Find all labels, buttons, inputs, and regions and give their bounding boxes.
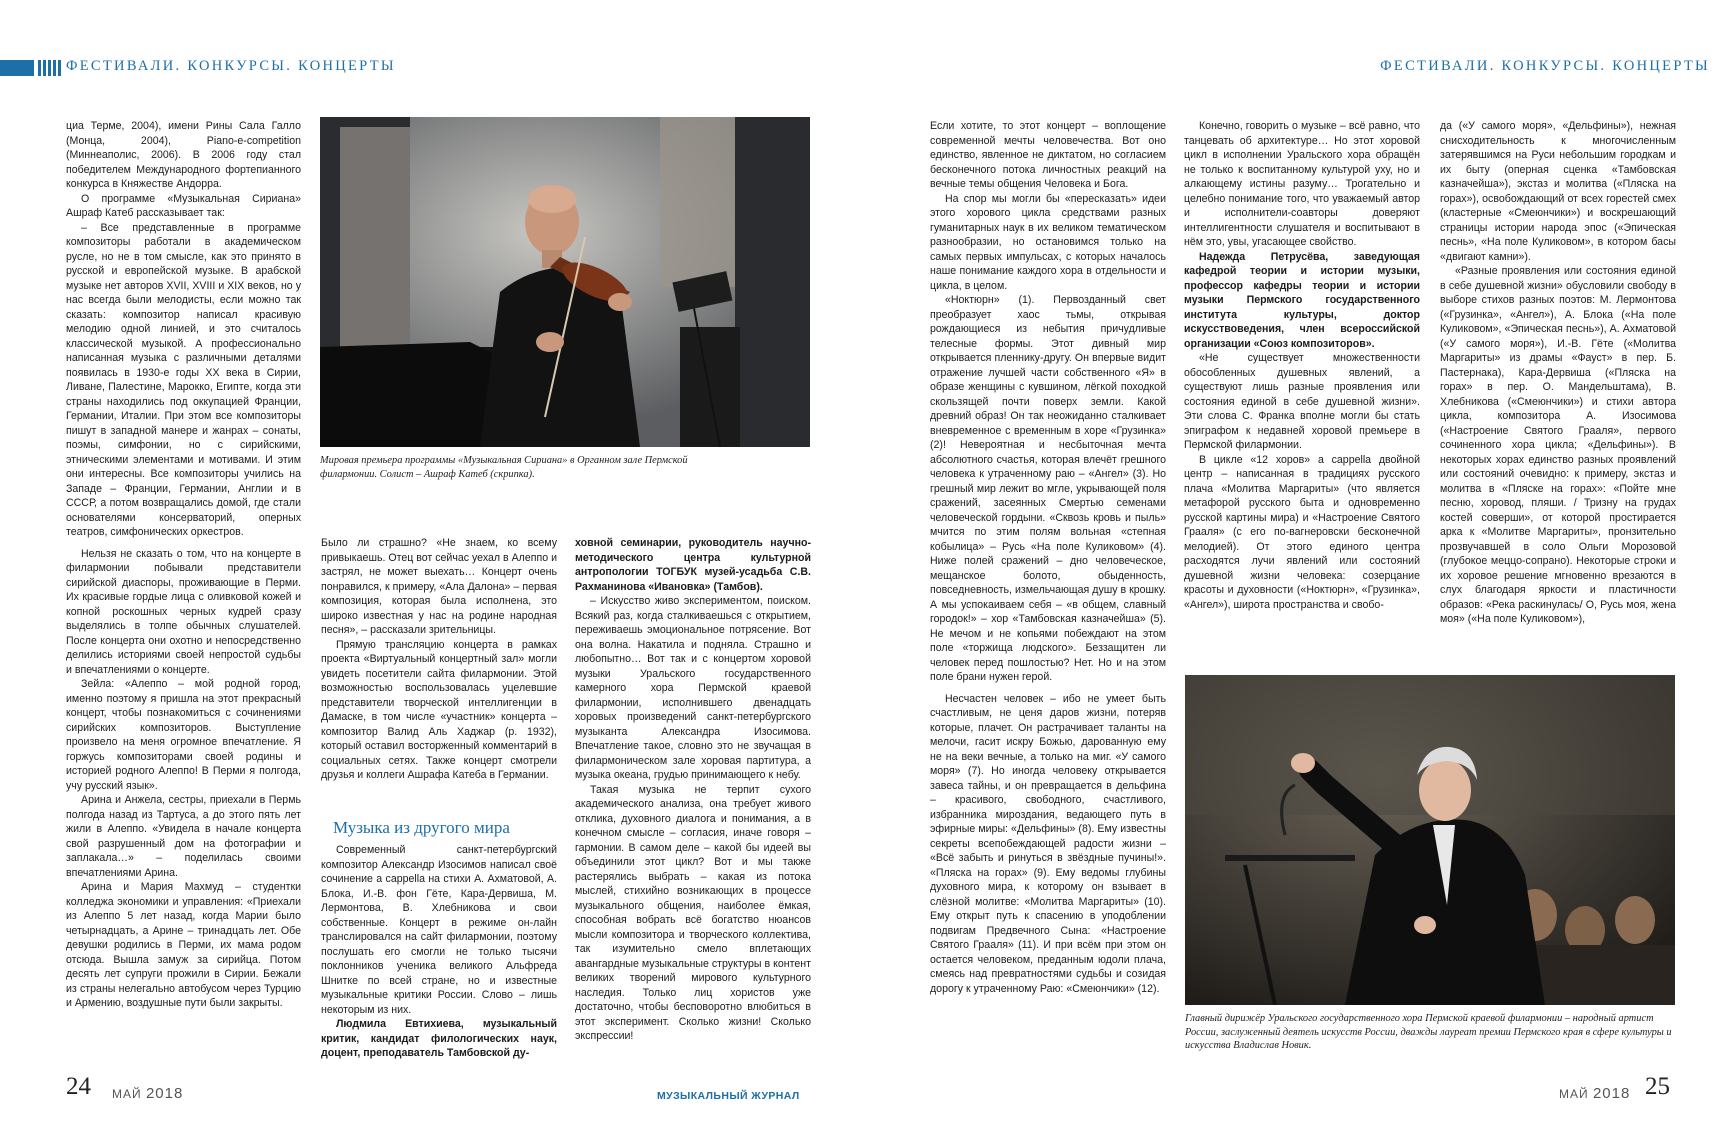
paragraph: Зейла: «Алеппо – мой родной город, именно поэтому я пришла на этот прекрасный концерт, чтобы познакомиться с сочинениями сирийских композиторов. Выступление произвело на меня огромное впечатление. Я горжусь композиторами своей родины и историей родного Алеппо! В Перми я полгода, учу русский язык». [66, 678, 301, 792]
issue-month: МАЙ [112, 1087, 142, 1101]
column-3 [575, 536, 811, 1066]
author-credit-continued: ховной семинарии, руководитель научно-методического центра культурной антропологии ТОГБУК музей-усадьба С.В. Рахманинова «Ивановка» (Тамбов). [575, 537, 811, 593]
page-number-right: 25 [1645, 1073, 1670, 1100]
conductor-photo [1185, 675, 1675, 1005]
paragraph: Арина и Мария Махмуд – студентки колледжа экономики и управления: «Приехали из Алеппо 5 лет назад, когда Марии было четырнадцать, а Арине – тринадцать лет. Обе девушки родились в Перми, их мама родом отсюда. Вышла замуж за сирийца. Потом десять лет супруги прожили в Сирии. Бежали из страны нелегально автобусом через Турцию и Армению, воздушные пути были закрыты. [66, 881, 301, 1009]
section-title-right: ФЕСТИВАЛИ. КОНКУРСЫ. КОНЦЕРТЫ [1380, 58, 1710, 74]
paragraph: – Искусство живо экспериментом, поиском. Всякий раз, когда сталкиваешься с открытием, переживаешь эмоциональное потрясение. Вот она волна. Накатила и подняла. Страшно и любопытно… Вот так и с концертом хоровой музыки Уральского государственного камерного хора Пермской краевой филармонии, исполнившего двенадцать хоровых произведений санкт-петербургского музыканта Александра Изосимова. Впечатление такое, словно это не звучащая в филармоническом зале хоровая партитура, а музыка океана, грудью принимающего к небу. [575, 595, 811, 781]
column-4 [930, 119, 1166, 1064]
paragraph: да («У самого моря», «Дельфины»), нежная снисходительность к многочисленным затерявшимся на Руси небольшим городкам и их быту (оперная сценка «Тамбовская казначейша»), экстаз и молитва («Пляска на горах»), освобождающий от всех горестей смех (кластерные «Смеюнчики») и воскрешающий страницы истории народа эпос («Эпическая песнь», «На поле Куликовом», в котором басы «двигают камни»). [1440, 120, 1676, 263]
section-subhead: Музыка из другого мира [333, 818, 510, 837]
paragraph: Такая музыка не терпит сухого академического анализа, она требует живого отклика, духовного диалога и понимания, а в конечном смысле – согласия, иначе говоря – гармонии. В самом деле – какой бы идеей вы объединили этот цикл? Вот и мы также растерялись выбрать – какая из потока мыслей, стихийно возникающих в процессе музыкального общения, наиболее ёмкая, способная вобрать всё богатство нюансов мысли композитора и творческого коллектива, так изумительно смело вплетающих авангардные музыкальные структуры в контент великих творений мирового культурного наследия. Только лиц хористов уже достаточно, чтобы бесповоротно влюбиться в этот эксперимент. Сколько жизни! Сколько экспрессии! [575, 783, 811, 1042]
paragraph: Несчастен человек – ибо не умеет быть счастливым, не ценя даров жизни, потеряв которые, плачет. Он растрачивает таланты на мелочи, гасит искру Божью, дарованную ему не на веки вечные, а только на миг. «У самого моря» (7). Но иногда человеку открывается завеса тайны, и он превращается в дельфина – красивого, свободного, счастливого, избранника мироздания, ведающего путь в эфирные миры: «Дельфины» (8). Ему известны секреты всепобеждающей радости жизни – «Всё забыть и ринуться в звёздные пучины!». «Пляска на горах» (9). Ему ведомы глубины духовного мира, к которому он взывает в слёзной молитве: «Молитва Маргариты» (10). Ему открыт путь к спасению в уподоблении подвигам Предвечного Сына: «Настроение Святого Грааля» (11). И при всём при этом он остается человеком, преданным юдоли плача, смеясь над превратностями судьбы и созидая дорогу к утраченному Раю: «Смеюнчики» (12). [930, 692, 1166, 995]
issue-month: МАЙ [1559, 1087, 1589, 1101]
column-1 [66, 119, 301, 1064]
paragraph: На спор мы могли бы «пересказать» идеи этого хорового цикла средствами разных гуманитарных наук в их великом тематическом разнообразии, но остановимся только на самых первых импульсах, с которых началось наше понимание каждого хора в отдельности и цикла, в целом. [930, 192, 1166, 292]
paragraph: «Ноктюрн» (1). Первозданный свет преобразует хаос тьмы, открывая рождающиеся из небытия причудливые телесные формы. Этот дивный мир открывается пленнику-другу. Он впервые видит отражение лучшей части собственного «Я» в образе женщины с кувшином, лёгкой походкой скользящей почти поверх земли. Какой древний образ! Он так неожиданно сталкивает вневременное с временным в хоре «Грузинка» (2)! Невероятная и несбыточная мечта абсолютного счастья, которая влечёт грешного человека к утраченному раю – «Ангел» (3). Но грешный мир лежит во мгле, укрывающей поля сражений, засеянных Смертью семенами человеческой гордыни. «Сквозь кровь и пыль» мчится по этим полям вольная «степная кобылица» – Русь «На поле Куликовом» (4). Ниже полей сражений – дно человеческое, мещанское болото, обыденность, повседневность, измельчающая душу в крошку. А мы успокаиваем себя – «в общем, славный городок!» – хор «Тамбовская казначейша» (5). Не мечом и не копьями побеждают на этом поле «торжища людского». Беззащитен ли человек перед пошлостью? Нет. Но и на этом поле брани нужен герой. [930, 294, 1166, 683]
issue-date-left [112, 1085, 183, 1102]
paragraph: О программе «Музыкальная Сириана» Ашраф Катеб рассказывает так: [66, 192, 301, 219]
column-5 [1184, 119, 1420, 639]
section-title-left: ФЕСТИВАЛИ. КОНКУРСЫ. КОНЦЕРТЫ [66, 58, 396, 74]
paragraph: Прямую трансляцию концерта в рамках проекта «Виртуальный концертный зал» могли увидеть посетители сайта филармонии. Этой возможностью воспользовалась уцелевшие представители творческой интеллигенции в Дамаске, в том числе «участник» концерта – композитор Валид Аль Хаджар (р. 1932), который оставил восторженный комментарий в социальных сетях. Также концерт смотрели друзья и коллеги Ашрафа Катеба в Германии. [321, 638, 557, 781]
issue-date-right [1559, 1085, 1630, 1102]
column-2 [321, 536, 557, 816]
paragraph: Конечно, говорить о музыке – всё равно, что танцевать об архитектуре… Но этот хоровой цикл в исполнении Уральского хора обращён не только к воспитанному культурой уху, но и алкающему истины разуму… Трогательно и целебно понимание того, что уважаемый автор и исполнители-соавторы доверяют интеллигентности слушателя и воспитывают в нём это, увы, угасающее свойство. [1184, 120, 1420, 248]
paragraph: циа Терме, 2004), имени Рины Сала Галло (Монца, 2004), Piano-e-competition (Миннеаполис, 2006). В 2006 году стал победителем Международного фортепианного конкурса в Княжестве Андорра. [66, 120, 301, 190]
paragraph: Нельзя не сказать о том, что на концерте в филармонии побывали представители сирийской диаспоры, проживающие в Перми. Их красивые гордые лица с оливковой кожей и копной роскошных черных кудрей сразу выделялись в толпе обычных слушателей. После концерта они охотно и непосредственно делились историями своей непростой судьбы и впечатлениями о концерте. [66, 547, 301, 676]
violinist-caption: Мировая премьера программы «Музыкальная Сириана» в Органном зале Пермской филармонии. Солист – Ашраф Катеб (скрипка). [320, 455, 688, 480]
paragraph: «Разные проявления или состояния единой в себе душевной жизни» обусловили свободу в выборе стихов разных поэтов: М. Лермонтова («Грузинка», «Ангел»), А. Блока («На поле Куликовом», «Эпическая песнь»), А. Ахматовой («У самого моря»), И.-В. Гёте («Молитва Маргариты» из драмы «Фауст» в пер. Б. Пастернака), Кара-Дервиша («Пляска на горах» в пер. О. Мандельштама), В. Хлебникова («Смеюнчики») и стихи автора цикла, композитора А. Изосимова («Настроение Святого Грааля», первого сочиненного хора цикла; «Дельфины»). В некоторых хорах единство разных проявлений или состояний очевидно: к примеру, экстаз и молитва в «Пляске на горах»: «Пойте мне песню, хоровод, пляши. / Тризну на грудах костей соверши», от которой простирается арка к «Молитве Маргариты», пронзительно прозвучавшей в соло Ольги Морозовой (глубокое меццо-сопрано). Некоторые строки и их хоровое решение мгновенно врезаются в слух благодаря яркости и пластичности образов: «Река раскинулась/ О, Русь моя, жена моя» («На поле Куликовом»), [1440, 265, 1676, 625]
paragraph: Арина и Анжела, сестры, приехали в Пермь полгода назад из Тартуса, а до этого пять лет жили в Алеппо. «Увидела в начале концерта свой разрушенный дом на фотографии и заплакала…» – поделилась своими впечатлениями Арина. [66, 794, 301, 879]
violinist-photo [320, 117, 810, 447]
paragraph: Если хотите, то этот концерт – воплощение современной мечты человечества. Вот оно единство, явленное не диктатом, но согласием бесконечного потока личностных реакций на вечные темы общения Человека и Бога. [930, 120, 1166, 190]
paragraph: «Не существует множественности обособленных душевных явлений, а существуют лишь разные проявления или состояния единой в себе душевной жизни». Эти слова С. Франка вполне могли бы стать эпиграфом к недавней хоровой премьере в Пермской филармонии. [1184, 352, 1420, 451]
journal-name: МУЗЫКАЛЬНЫЙ ЖУРНАЛ [657, 1090, 800, 1102]
paragraph: – Все представленные в программе композиторы работали в академическом русле, но не в том смысле, как это принято в русской и европейской музыке. В арабской музыке нет авторов XVII, XVIII и XIX веков, но у нас всегда были мелодисты, если можно так сказать: композитор написал красивую мелодию одной линией, и это считалось классической музыкой. А профессионально написанная музыка с различными деталями появилась в 1930-е годы XX века в Сирии, Ливане, Палестине, Марокко, Египте, когда эти страны находились под оккупацией Франции, Германии, Италии. При этом все композиторы пишут в западной манере и жанрах – сонаты, поэмы, симфонии, но с сирийскими, этническими элементами и мотивами. И этим они интересны. Все композиторы учились на Западе – Франции, Германии, Англии и в СССР, а потом возвращались домой, где стали основателями консерваторий, оперных театров, симфонических оркестров. [66, 221, 301, 538]
issue-year: 2018 [1592, 1085, 1631, 1102]
paragraph: Современный санкт-петербургский композитор Александр Изосимов написал своё сочинение a cappella на стихи А. Ахматовой, А. Блока, И.-В. фон Гёте, Кара-Дервиша, М. Лермонтова, В. Хлебникова и свои собственные. Концерт в режиме он-лайн транслировался на сайт филармонии, поэтому послушать его смогли не только тысячи поклонников ученика великого Альфреда Шнитке по всей стране, но и известные музыкальные критики России. Слово – лишь некоторым из них. [321, 844, 557, 1016]
header-accent-bar [0, 60, 62, 76]
page-number-left: 24 [66, 1073, 91, 1100]
column-6 [1440, 119, 1676, 639]
column-2-continued [321, 843, 557, 1065]
paragraph: Было ли страшно? «Не знаем, ко всему привыкаешь. Отец вот сейчас уехал в Алеппо и застрял, не может выехать… Концерт очень понравился, к примеру, «Ала Далона» – первая композиция, которая была исполнена, это широко известная у нас на родине народная песня», – рассказали зрительницы. [321, 537, 557, 636]
issue-year: 2018 [145, 1085, 184, 1102]
paragraph: В цикле «12 хоров» a cappella двойной центр – написанная в традициях русского плача «Молитва Маргариты» (что является метафорой русского быта и одновременно русской картины мира) и «Настроение Святого Грааля» (с его по-вагнеровски бесконечной мелодией). От этого единого центра расходятся лучи явлений или состояний душевной жизни человека: созерцание красоты и духовности («Ноктюрн», «Грузинка», «Ангел»), широта пространства и свобо- [1184, 453, 1420, 611]
author-credit: Надежда Петрусёва, заведующая кафедрой теории и истории музыки, профессор кафедры теории и истории музыки Пермского государственного института культуры, доктор искусствоведения, член всероссийской организации «Союз композиторов». [1184, 250, 1420, 350]
conductor-caption: Главный дирижёр Уральского государственного хора Пермской краевой филармонии – народный артист России, заслуженный деятель искусств России, дважды лауреат премии Пермского края в сфере культуры и искусства Владислав Новик. [1185, 1013, 1672, 1051]
author-credit: Людмила Евтихиева, музыкальный критик, кандидат филологических наук, доцент, преподаватель Тамбовской ду- [321, 1018, 557, 1059]
